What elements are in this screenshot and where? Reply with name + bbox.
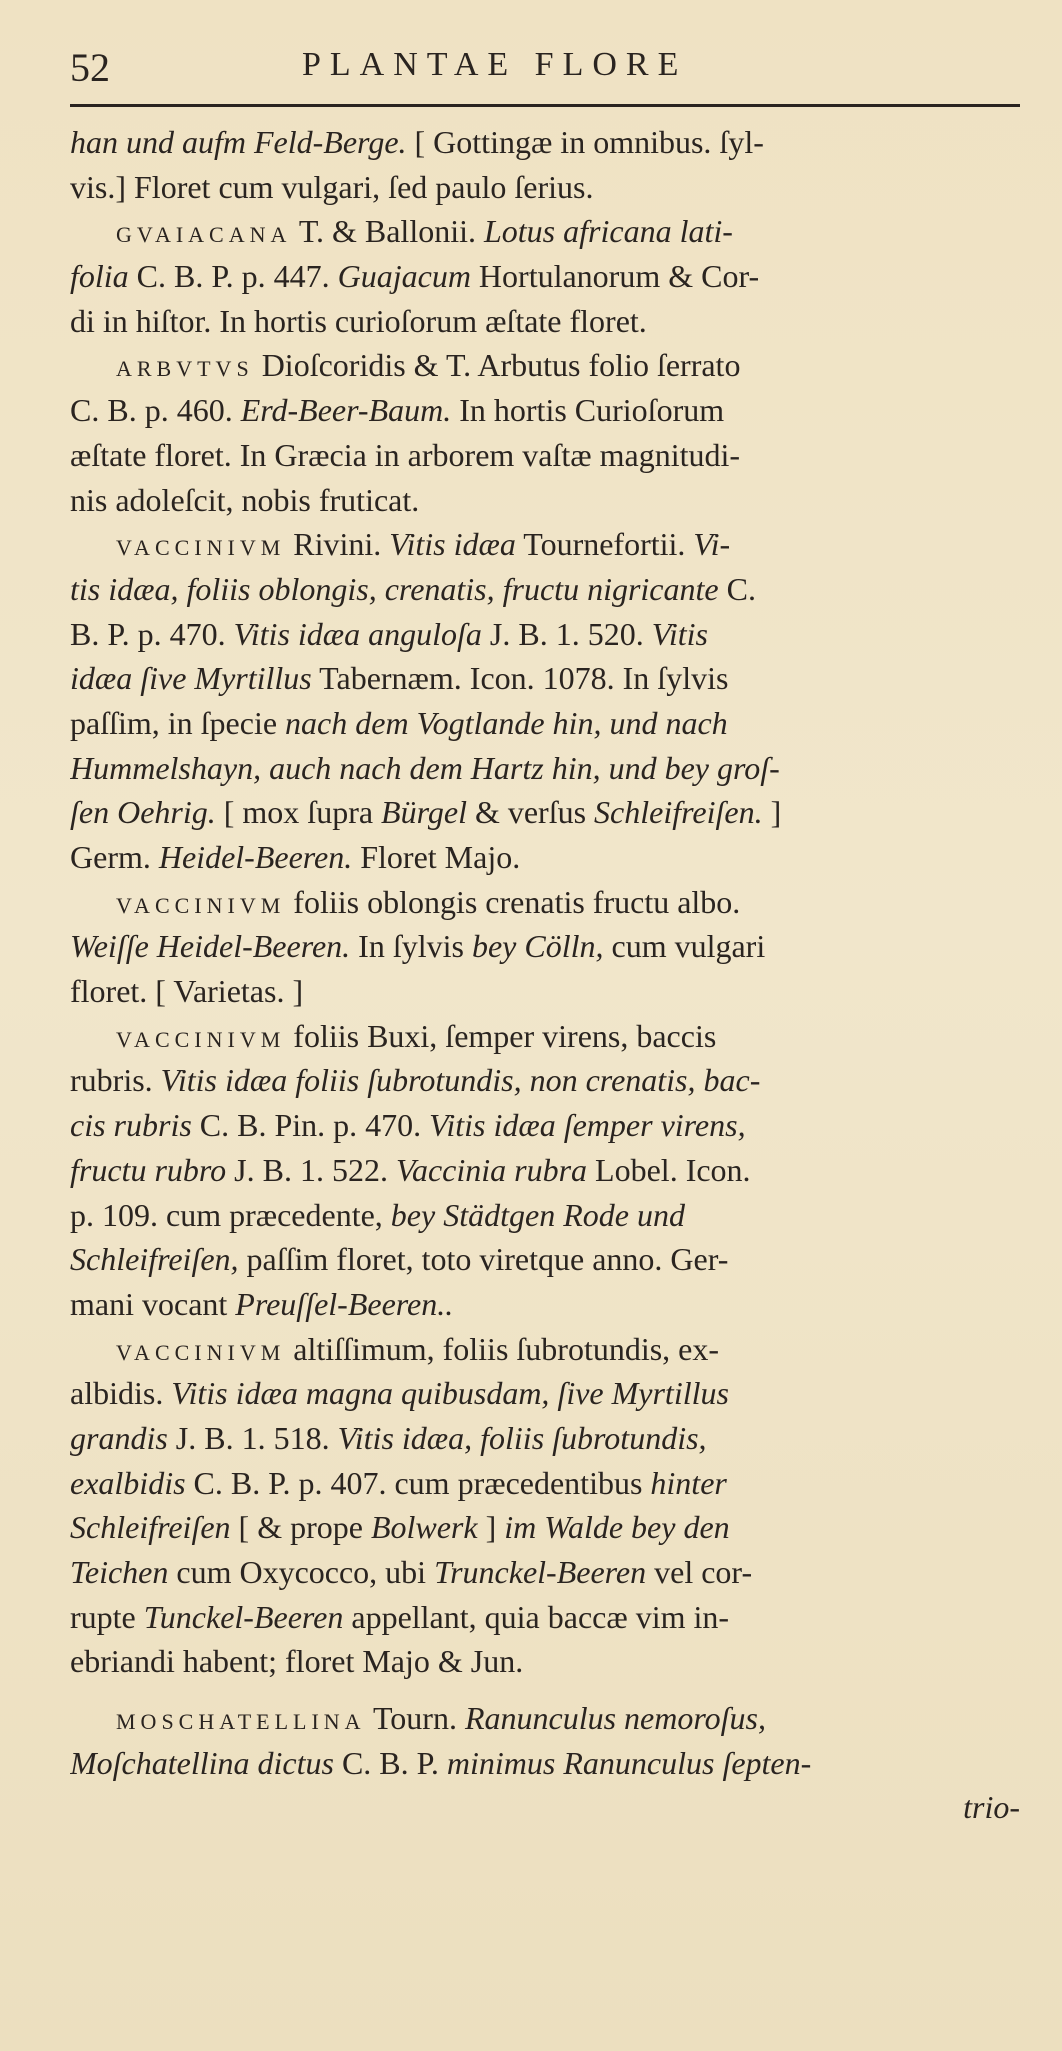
text-line (70, 1237, 1020, 1282)
text-line (70, 1639, 1020, 1684)
text-line (70, 1785, 1020, 1830)
text-line (70, 790, 1020, 835)
roman-text: C. B. Pin. p. 470. (199, 1107, 422, 1144)
roman-text: rupte (70, 1598, 136, 1635)
roman-text: Rivini. (293, 526, 382, 563)
italic-text: Lotus africana lati- (483, 213, 733, 250)
text-line (70, 924, 1020, 969)
text-line (70, 388, 1020, 433)
italic-text: Erd-Beer-Baum. (240, 392, 452, 429)
text-line (70, 880, 1020, 925)
text-line (70, 1550, 1020, 1595)
text-line (70, 1103, 1020, 1148)
roman-text: B. P. p. 470. (70, 615, 226, 652)
italic-text: Schleifreiſen (70, 1509, 231, 1546)
roman-text: ] (770, 794, 782, 831)
italic-text: trio- (963, 1789, 1020, 1826)
roman-text: albidis. (70, 1375, 164, 1412)
italic-text: Moſchatellina dictus (70, 1744, 334, 1781)
italic-text: bey Cölln, (471, 928, 604, 965)
text-line (70, 299, 1020, 344)
italic-text: Vitis idæa (389, 526, 516, 563)
paragraph-gap (70, 1684, 1020, 1696)
roman-text: Tourn. (372, 1700, 457, 1737)
roman-text: C. B. P. (341, 1744, 439, 1781)
italic-text: fructu rubro (70, 1151, 227, 1188)
roman-text: ] (485, 1509, 497, 1546)
text-line (70, 254, 1020, 299)
entry-heading: VACCINIVM (116, 1339, 286, 1365)
text-line (70, 1595, 1020, 1640)
roman-text: In hortis Curioſorum (459, 392, 725, 429)
text-line (70, 746, 1020, 791)
italic-text: Vitis idæa angulоſa (233, 615, 482, 652)
text-line (70, 1461, 1020, 1506)
roman-text: C. B. p. 460. (70, 392, 233, 429)
page-number: 52 (70, 45, 110, 90)
italic-text: Vitis idæa, foliis ſubrotundis, (337, 1419, 707, 1456)
text-line (70, 1327, 1020, 1372)
page-text (70, 120, 1020, 1830)
text-line (70, 433, 1020, 478)
roman-text: [ & prope (238, 1509, 363, 1546)
entry-heading: MOSCHATELLINA (116, 1709, 366, 1735)
text-line (70, 1058, 1020, 1103)
italic-text: Trunckel-Beeren (434, 1554, 647, 1590)
roman-text: J. B. 1. 518. (175, 1419, 330, 1456)
italic-text: nach dem Vogtlande hin, und nach (285, 704, 728, 741)
roman-text: J. B. 1. 522. (234, 1151, 388, 1188)
text-line (70, 165, 1020, 210)
roman-text: foliis oblongis crenatis fructu albo. (293, 883, 741, 920)
italic-text: Heidel-Beeren. (158, 839, 353, 875)
roman-text: In ſylvis (358, 928, 464, 965)
italic-text: minimus Ranunculus ſepten- (446, 1744, 812, 1781)
italic-text: Ranunculus nemoroſus, (464, 1700, 766, 1737)
italic-text: Preuſſel-Beeren.. (235, 1285, 454, 1322)
italic-text: Vitis idæa ſemper virens, (429, 1107, 746, 1144)
roman-text: cum vulgari (611, 928, 766, 965)
italic-text: Vi- (693, 526, 731, 563)
roman-text: Tournefortii. (523, 526, 686, 563)
roman-text: [ mox ſupra (223, 794, 374, 831)
italic-text: Tunckel-Beeren (143, 1598, 344, 1635)
roman-text: appellant, quia baccæ vim in- (351, 1598, 730, 1635)
roman-text: p. 109. cum præcedente, (70, 1196, 383, 1233)
roman-text: verſus (507, 794, 587, 831)
italic-text: Vitis idæa magna quibusdam, ſive Myrtillus (171, 1375, 729, 1412)
text-line (70, 1193, 1020, 1238)
roman-text: ebriandi habent; floret Majo & Jun. (70, 1643, 524, 1680)
header-rule (70, 104, 1020, 107)
italic-text: Guajacum (337, 258, 471, 295)
roman-text: Lobel. Icon. (595, 1151, 751, 1188)
text-line (70, 612, 1020, 657)
entry-heading: GVAIACANA (116, 222, 292, 248)
italic-text: Schleifreiſen, (70, 1241, 239, 1278)
text-line (70, 969, 1020, 1014)
italic-text: Vitis (651, 615, 708, 652)
italic-text: Weiſſe Heidel-Beeren. (70, 928, 351, 965)
roman-text: J. B. 1. 520. (489, 615, 644, 652)
italic-text: cis rubris (70, 1107, 192, 1144)
text-line (70, 209, 1020, 254)
text-line (70, 120, 1020, 165)
roman-text: cum Oxycocco, ubi (176, 1554, 427, 1590)
italic-text: grandis (70, 1419, 168, 1456)
roman-text: altiſſimum, foliis ſubrotundis, ex- (293, 1330, 720, 1367)
entry-heading: VACCINIVM (116, 535, 286, 561)
italic-text: han und aufm Feld-Berge. (70, 124, 407, 160)
italic-text: folia (70, 258, 129, 295)
roman-text: Hortulanorum & Cor- (478, 258, 760, 295)
roman-text: æſtate floret. In Græcia in arborem vaſtæ magnitudi- (70, 436, 741, 473)
roman-text: vis.] Floret cum vulgari, ſed paulo ſerius. (70, 168, 594, 205)
italic-text: Vaccinia rubra (395, 1151, 588, 1188)
roman-text: Tabernæm. Icon. 1078. In ſylvis (319, 660, 729, 697)
roman-text: Germ. (70, 839, 151, 875)
italic-text: hinter (650, 1464, 727, 1501)
roman-text: paſſim floret, toto viretque anno. Ger- (246, 1241, 729, 1278)
roman-text: di in hiſtor. In hortis curioſorum æſtate floret. (70, 302, 647, 339)
italic-text: Vitis idæa foliis ſubrotundis, non crenatis, bac- (160, 1062, 761, 1099)
text-line (70, 1416, 1020, 1461)
italic-text: Bürgel (381, 794, 467, 831)
roman-text: C. B. P. p. 407. cum præcedentibus (193, 1464, 643, 1501)
entry-heading: ARBVTVS (116, 356, 254, 382)
text-line (70, 1014, 1020, 1059)
text-line (70, 1505, 1020, 1550)
roman-text: & (474, 794, 500, 831)
roman-text: paſſim, in ſpecie (70, 704, 278, 741)
text-line (70, 1696, 1020, 1741)
text-line (70, 1282, 1020, 1327)
roman-text: Floret Majo. (360, 839, 521, 875)
text-line (70, 522, 1020, 567)
italic-text: ſen Oehrig. (70, 794, 216, 831)
text-line (70, 1741, 1020, 1786)
roman-text: nis adoleſcit, nobis fruticat. (70, 481, 420, 518)
text-line (70, 701, 1020, 746)
italic-text: bey Städtgen Rode und (390, 1196, 685, 1233)
italic-text: idæa ſive Myrtillus (70, 660, 312, 697)
text-line (70, 656, 1020, 701)
entry-heading: VACCINIVM (116, 892, 286, 918)
page-header (70, 40, 1020, 100)
italic-text: exalbidis (70, 1464, 186, 1501)
italic-text: Hummelshayn, auch nach dem Hartz hin, und bey groſ- (70, 749, 780, 786)
entry-heading: VACCINIVM (116, 1026, 286, 1052)
text-line (70, 835, 1020, 880)
roman-text: vel cor- (654, 1554, 753, 1590)
italic-text: Teichen (70, 1554, 169, 1590)
roman-text: C. (726, 570, 756, 607)
italic-text: Bolwerk (370, 1509, 478, 1546)
italic-text: im Walde bey den (504, 1509, 730, 1546)
roman-text: mani vocant (70, 1285, 228, 1322)
text-line (70, 1148, 1020, 1193)
roman-text: foliis Buxi, ſemper virens, baccis (293, 1017, 717, 1054)
roman-text: [ Gottingæ in omnibus. ſyl- (414, 124, 764, 160)
roman-text: floret. [ Varietas. ] (70, 973, 304, 1010)
roman-text: T. & Ballonii. (298, 213, 476, 250)
text-line (70, 567, 1020, 612)
italic-text: Schleifreiſen. (594, 794, 763, 831)
text-line (70, 478, 1020, 523)
text-line (70, 1371, 1020, 1416)
roman-text: rubris. (70, 1062, 153, 1099)
running-title: PLANTAE FLORE (302, 46, 688, 83)
italic-text: tis idæa, foliis oblongis, crenatis, fructu nigricante (70, 570, 719, 607)
roman-text: C. B. P. p. 447. (136, 258, 330, 295)
text-line (70, 343, 1020, 388)
roman-text: Dioſcoridis & T. Arbutus folio ſerrato (261, 347, 741, 384)
